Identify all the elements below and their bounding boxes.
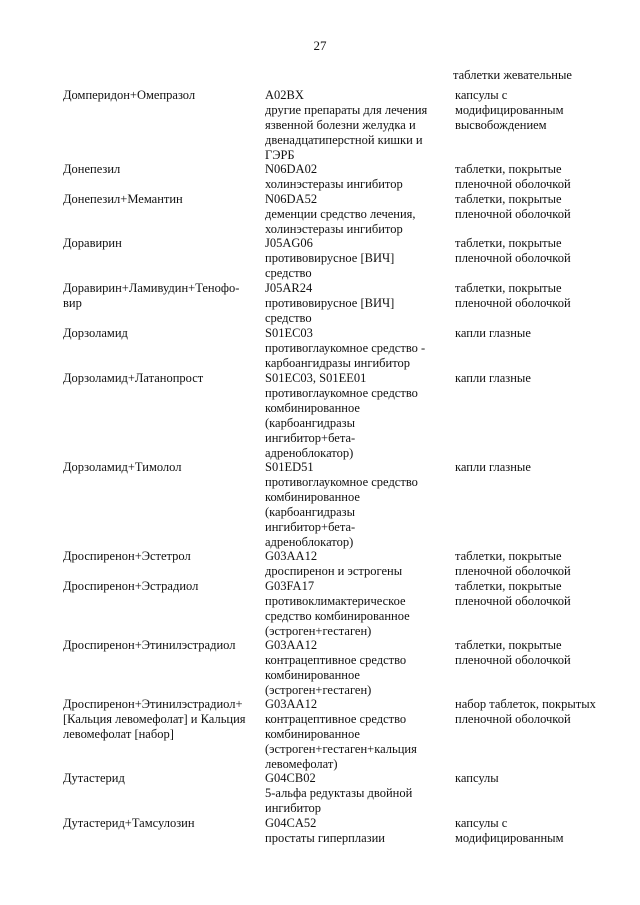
atc-cell	[265, 88, 445, 163]
drug-name	[63, 638, 253, 653]
continued-dosage-form: таблетки жевательные	[453, 68, 572, 82]
drug-name-line: Дорзоламид+Тимолол	[63, 460, 182, 474]
dosage-form-line: таблетки, покрытые	[455, 579, 562, 593]
drug-name-line: левомефолат [набор]	[63, 727, 174, 741]
atc-code: S01ED51	[265, 460, 314, 474]
drug-name-line: Дорзоламид+Латанопрост	[63, 371, 204, 385]
dosage-form-line: капсулы с	[455, 816, 508, 830]
dosage-form	[455, 697, 615, 727]
pharm-group-line: другие препараты для лечения	[265, 103, 428, 117]
dosage-form-line: пленочной оболочкой	[455, 653, 571, 667]
dosage-form-line: набор таблеток, покрытых	[455, 697, 596, 711]
pharm-group-line: средство комбинированное	[265, 609, 410, 623]
drug-name-line: Дутастерид+Тамсулозин	[63, 816, 195, 830]
pharm-group-line: деменции средство лечения,	[265, 207, 416, 221]
dosage-form-line: модифицированным	[455, 831, 564, 845]
drug-name	[63, 697, 253, 742]
dosage-form-line: капсулы	[455, 771, 499, 785]
atc-cell	[265, 192, 445, 237]
pharm-group-line: ингибитор	[265, 801, 322, 815]
pharm-group-line: ингибитор+бета-	[265, 520, 356, 534]
dosage-form-line: пленочной оболочкой	[455, 296, 571, 310]
pharm-group-line: контрацептивное средство	[265, 712, 407, 726]
drug-name	[63, 192, 253, 207]
pharm-group-line: (эстроген+гестаген)	[265, 624, 372, 638]
pharm-group-line: простаты гиперплазии	[265, 831, 385, 845]
drug-name-line: Доравирин+Ламивудин+Тенофо-	[63, 281, 240, 295]
dosage-form	[455, 326, 615, 341]
drug-name	[63, 371, 253, 386]
drug-name-line: Доравирин	[63, 236, 122, 250]
drug-name	[63, 281, 253, 311]
atc-cell	[265, 771, 445, 816]
dosage-form-line: пленочной оболочкой	[455, 594, 571, 608]
dosage-form	[455, 371, 615, 386]
pharm-group-line: язвенной болезни желудка и	[265, 118, 416, 132]
pharm-group-line: противовирусное [ВИЧ]	[265, 296, 395, 310]
dosage-form-line: таблетки, покрытые	[455, 281, 562, 295]
dosage-form-line: таблетки, покрытые	[455, 192, 562, 206]
atc-cell	[265, 281, 445, 326]
drug-name-line: Дроспиренон+Этинилэстрадиол+	[63, 697, 243, 711]
pharm-group-line: противоглаукомное средство	[265, 386, 418, 400]
dosage-form	[455, 579, 615, 609]
drug-name-line: [Кальция левомефолат] и Кальция	[63, 712, 246, 726]
pharm-group-line: противоглаукомное средство -	[265, 341, 426, 355]
drug-name	[63, 579, 253, 594]
drug-name-line: вир	[63, 296, 82, 310]
drug-name-line: Донепезил+Мемантин	[63, 192, 183, 206]
atc-code: G03AA12	[265, 638, 318, 652]
page-number: 27	[313, 38, 327, 53]
atc-code: G04CB02	[265, 771, 316, 785]
pharm-group-line: левомефолат)	[265, 757, 338, 771]
pharm-group-line: контрацептивное средство	[265, 653, 407, 667]
drug-name-line: Дроспиренон+Эстрадиол	[63, 579, 199, 593]
dosage-form-line: капсулы с	[455, 88, 508, 102]
pharm-group-line: комбинированное	[265, 727, 360, 741]
atc-cell	[265, 326, 445, 371]
atc-cell	[265, 549, 445, 579]
pharm-group-line: комбинированное	[265, 401, 360, 415]
atc-cell	[265, 579, 445, 639]
pharm-group-line: средство	[265, 311, 312, 325]
atc-code: A02BX	[265, 88, 304, 102]
pharm-group-line: 5-альфа редуктазы двойной	[265, 786, 413, 800]
atc-code: S01EC03, S01EE01	[265, 371, 367, 385]
atc-cell	[265, 460, 445, 550]
dosage-form-line: пленочной оболочкой	[455, 177, 571, 191]
dosage-form	[455, 236, 615, 266]
pharm-group-line: ГЭРБ	[265, 148, 295, 162]
atc-code: G04CA52	[265, 816, 317, 830]
atc-code: G03AA12	[265, 697, 318, 711]
dosage-form	[455, 162, 615, 192]
atc-cell	[265, 371, 445, 461]
atc-code: N06DA02	[265, 162, 318, 176]
drug-name-line: Дутастерид	[63, 771, 125, 785]
pharm-group-line: противовирусное [ВИЧ]	[265, 251, 395, 265]
atc-cell	[265, 236, 445, 281]
dosage-form-line: капли глазные	[455, 326, 531, 340]
atc-code: N06DA52	[265, 192, 318, 206]
dosage-form	[455, 460, 615, 475]
dosage-form-line: пленочной оболочкой	[455, 251, 571, 265]
drug-name	[63, 549, 253, 564]
pharm-group-line: (карбоангидразы	[265, 416, 356, 430]
dosage-form-line: таблетки, покрытые	[455, 236, 562, 250]
pharm-group-line: адреноблокатор)	[265, 446, 354, 460]
drug-name-line: Дорзоламид	[63, 326, 128, 340]
dosage-form	[455, 281, 615, 311]
drug-name-line: Дроспиренон+Этинилэстрадиол	[63, 638, 236, 652]
dosage-form	[455, 816, 615, 846]
dosage-form-line: модифицированным	[455, 103, 564, 117]
dosage-form-line: пленочной оболочкой	[455, 207, 571, 221]
dosage-form-line: таблетки, покрытые	[455, 549, 562, 563]
drug-name	[63, 460, 253, 475]
dosage-form-line: капли глазные	[455, 371, 531, 385]
drug-name	[63, 816, 253, 831]
atc-code: J05AG06	[265, 236, 313, 250]
pharm-group-line: двенадцатиперстной кишки и	[265, 133, 423, 147]
drug-name	[63, 88, 253, 103]
dosage-form	[455, 638, 615, 668]
drug-name	[63, 326, 253, 341]
pharm-group-line: противоглаукомное средство	[265, 475, 418, 489]
pharm-group-line: холинэстеразы ингибитор	[265, 222, 403, 236]
atc-cell	[265, 162, 445, 192]
drug-name-line: Донепезил	[63, 162, 121, 176]
dosage-form	[455, 549, 615, 579]
drug-name	[63, 236, 253, 251]
dosage-form-line: высвобождением	[455, 118, 547, 132]
pharm-group-line: холинэстеразы ингибитор	[265, 177, 403, 191]
pharm-group-line: комбинированное	[265, 668, 360, 682]
pharm-group-line: (эстроген+гестаген+кальция	[265, 742, 417, 756]
pharm-group-line: карбоангидразы ингибитор	[265, 356, 411, 370]
dosage-form-line: капли глазные	[455, 460, 531, 474]
atc-code: G03AA12	[265, 549, 318, 563]
drug-name-line: Дроспиренон+Эстетрол	[63, 549, 191, 563]
atc-cell	[265, 697, 445, 772]
atc-code: G03FA17	[265, 579, 315, 593]
dosage-form	[455, 192, 615, 222]
pharm-group-line: средство	[265, 266, 312, 280]
dosage-form-line: пленочной оболочкой	[455, 564, 571, 578]
atc-code: S01EC03	[265, 326, 313, 340]
pharm-group-line: дроспиренон и эстрогены	[265, 564, 403, 578]
drug-name	[63, 771, 253, 786]
drug-name-line: Домперидон+Омепразол	[63, 88, 196, 102]
dosage-form-line: таблетки, покрытые	[455, 162, 562, 176]
pharm-group-line: (эстроген+гестаген)	[265, 683, 372, 697]
drug-name	[63, 162, 253, 177]
atc-code: J05AR24	[265, 281, 313, 295]
atc-cell	[265, 638, 445, 698]
pharm-group-line: (карбоангидразы	[265, 505, 356, 519]
dosage-form	[455, 88, 615, 133]
pharm-group-line: комбинированное	[265, 490, 360, 504]
dosage-form-line: пленочной оболочкой	[455, 712, 571, 726]
dosage-form	[455, 771, 615, 786]
pharm-group-line: адреноблокатор)	[265, 535, 354, 549]
atc-cell	[265, 816, 445, 846]
pharm-group-line: противоклимактерическое	[265, 594, 406, 608]
dosage-form-line: таблетки, покрытые	[455, 638, 562, 652]
pharm-group-line: ингибитор+бета-	[265, 431, 356, 445]
